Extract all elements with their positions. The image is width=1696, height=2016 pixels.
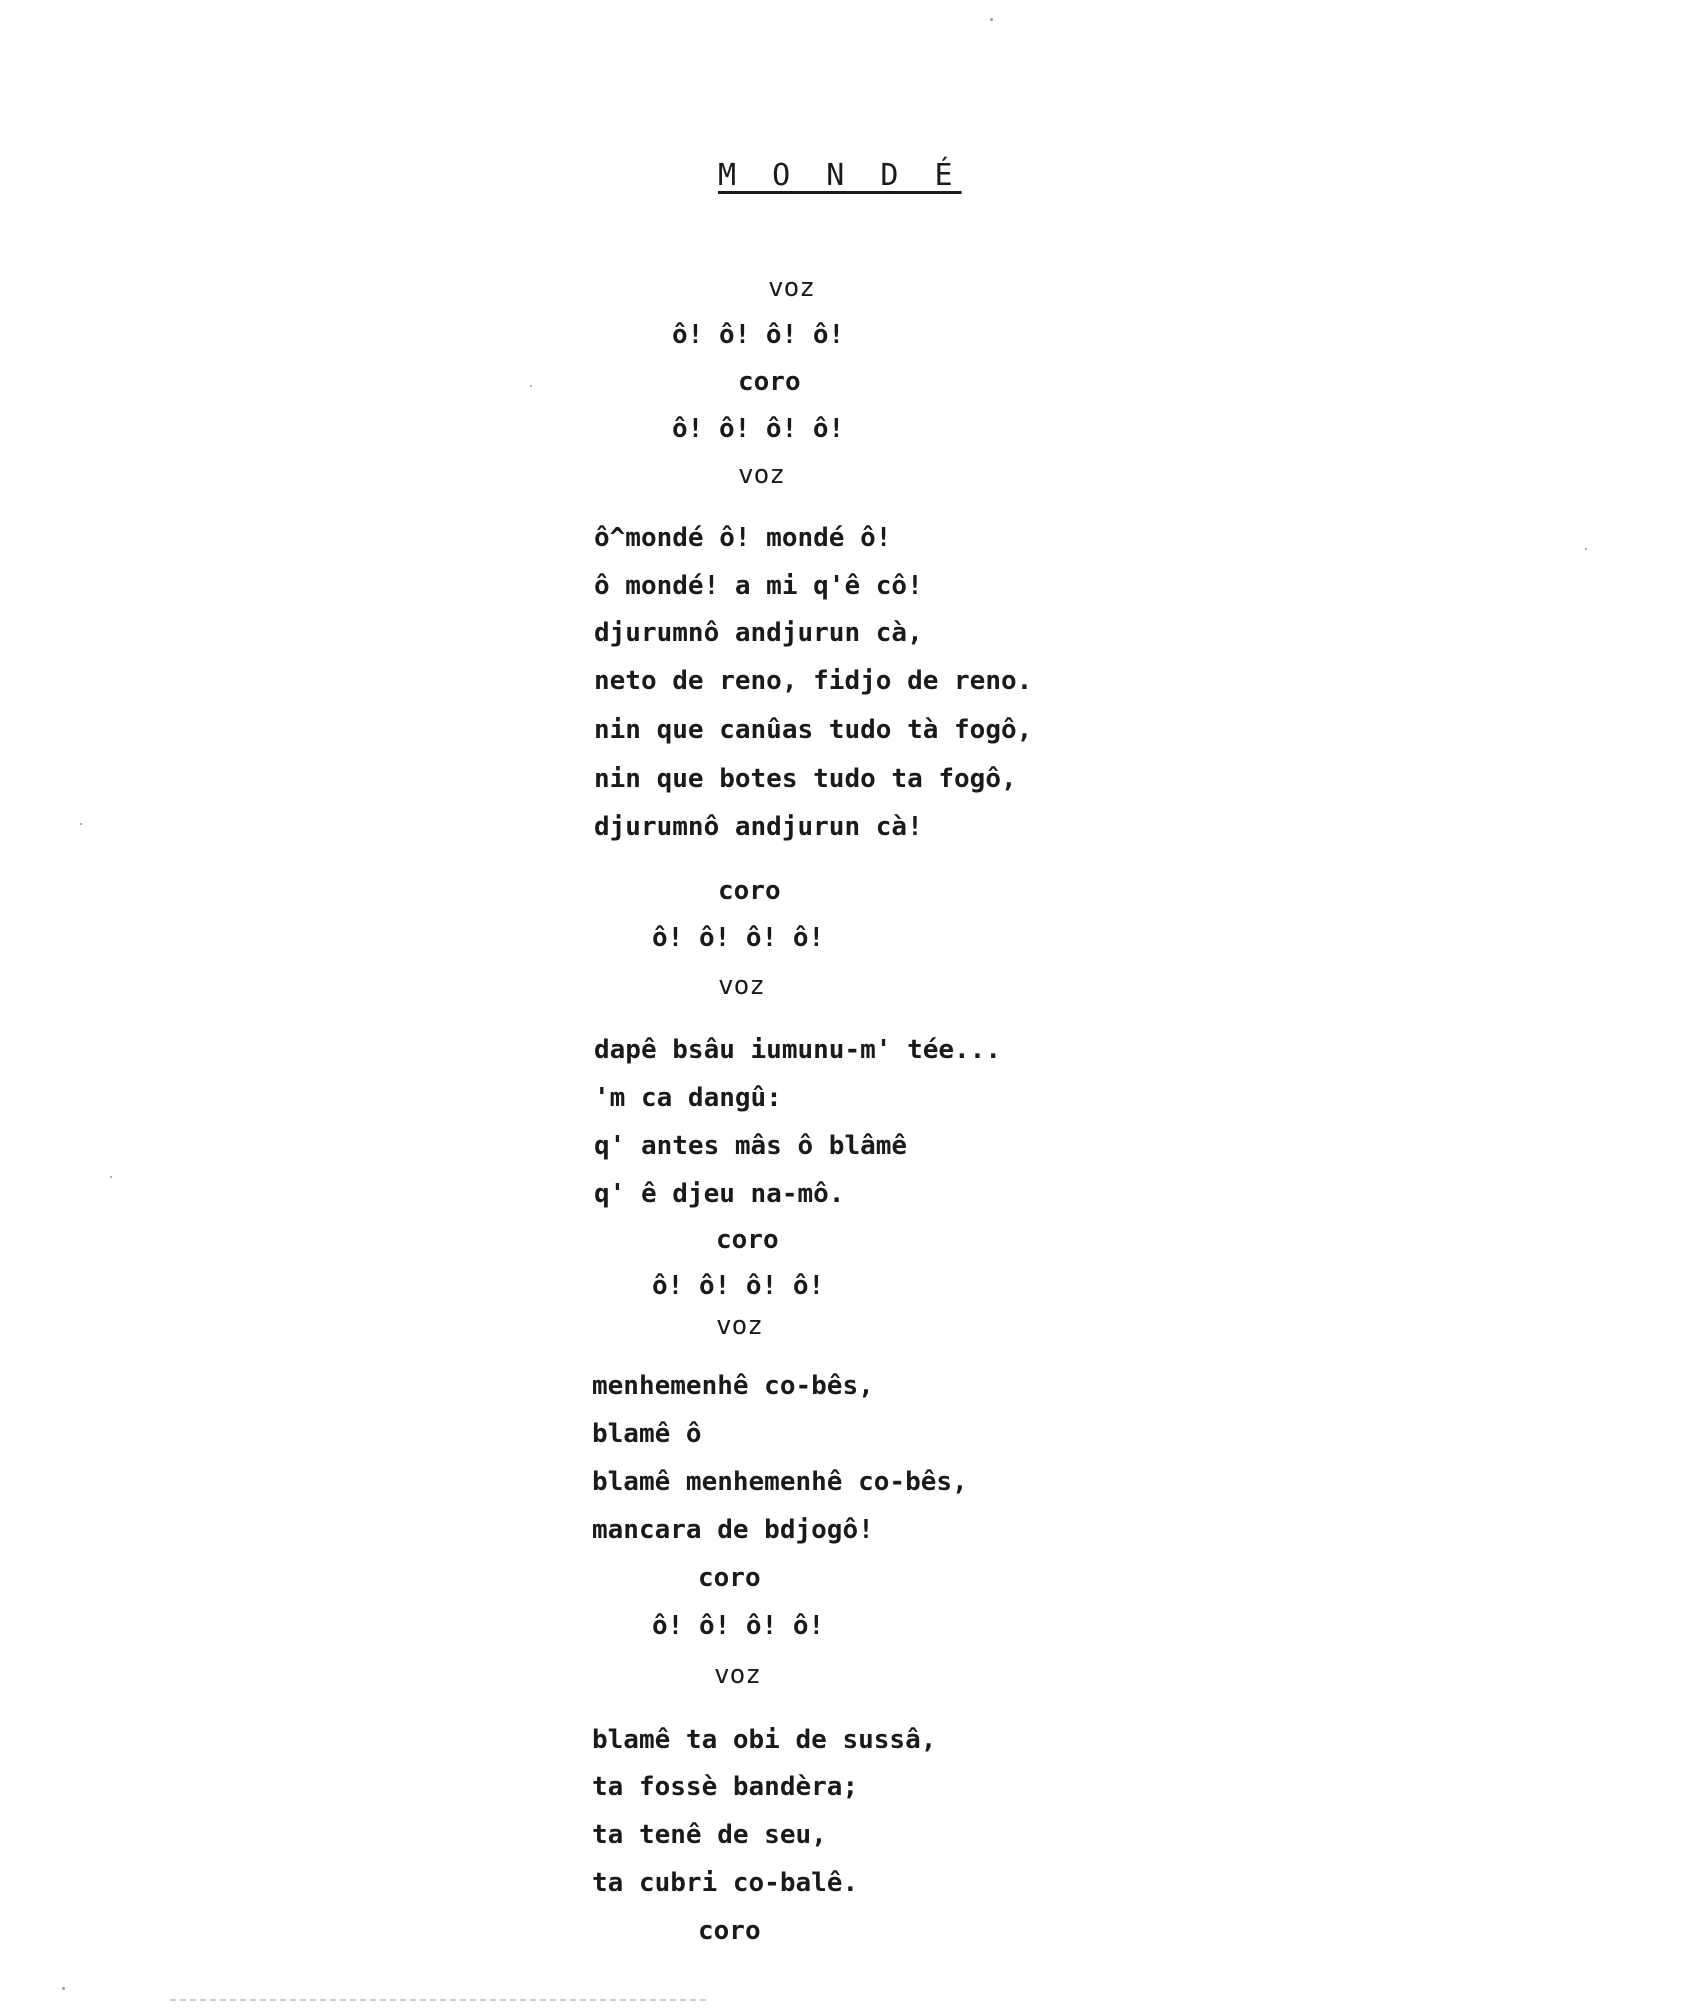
scan-speck bbox=[62, 1987, 65, 1990]
verse-line: ta fossè bandèra; bbox=[592, 1772, 859, 1802]
scan-speck bbox=[1585, 548, 1587, 550]
verse-line: nin que canûas tudo tà fogô, bbox=[594, 715, 1033, 745]
verse-line: q' antes mâs ô blâmê bbox=[594, 1131, 908, 1161]
coro-label: coro bbox=[698, 1563, 761, 1593]
verse-line: nin que botes tudo ta fogô, bbox=[594, 764, 1017, 794]
scan-edge-artifact bbox=[170, 1999, 710, 2001]
scan-speck bbox=[530, 385, 532, 387]
verse-line: djurumnô andjurun cà, bbox=[594, 618, 923, 648]
voz-label: voz bbox=[738, 460, 785, 490]
scan-speck bbox=[990, 18, 993, 21]
verse-line: blamê ta obi de sussâ, bbox=[592, 1725, 937, 1755]
scan-speck bbox=[80, 823, 82, 825]
verse-line: dapê bsâu iumunu-m' tée... bbox=[594, 1035, 1001, 1065]
verse-line: 'm ca dangû: bbox=[594, 1083, 782, 1113]
coro-label: coro bbox=[738, 367, 801, 397]
verse-line: blamê menhemenhê co-bês, bbox=[592, 1467, 968, 1497]
verse-line: djurumnô andjurun cà! bbox=[594, 812, 923, 842]
response-line: ô! ô! ô! ô! bbox=[672, 414, 845, 444]
verse-line: ta cubri co-balê. bbox=[592, 1868, 859, 1898]
voz-label: voz bbox=[716, 1311, 763, 1341]
verse-line: ô^mondé ô! mondé ô! bbox=[594, 523, 892, 553]
coro-label: coro bbox=[716, 1225, 779, 1255]
verse-line: mancara de bdjogô! bbox=[592, 1515, 874, 1545]
response-line: ô! ô! ô! ô! bbox=[652, 1271, 825, 1301]
verse-line: q' ê djeu na-mô. bbox=[594, 1179, 845, 1209]
poem-title: M O N D É bbox=[718, 158, 962, 193]
voz-label: voz bbox=[718, 971, 765, 1001]
call-line: ô! ô! ô! ô! bbox=[672, 320, 845, 350]
response-line: ô! ô! ô! ô! bbox=[652, 1611, 825, 1641]
scan-speck bbox=[110, 1176, 112, 1178]
verse-line: neto de reno, fidjo de reno. bbox=[594, 666, 1033, 696]
coro-label: coro bbox=[698, 1916, 761, 1946]
verse-line: ô mondé! a mi q'ê cô! bbox=[594, 571, 923, 601]
response-line: ô! ô! ô! ô! bbox=[652, 923, 825, 953]
verse-line: menhemenhê co-bês, bbox=[592, 1371, 874, 1401]
verse-line: ta tenê de seu, bbox=[592, 1820, 827, 1850]
coro-label: coro bbox=[718, 876, 781, 906]
verse-line: blamê ô bbox=[592, 1419, 702, 1449]
voz-label: voz bbox=[714, 1660, 761, 1690]
voz-label: voz bbox=[768, 273, 815, 303]
